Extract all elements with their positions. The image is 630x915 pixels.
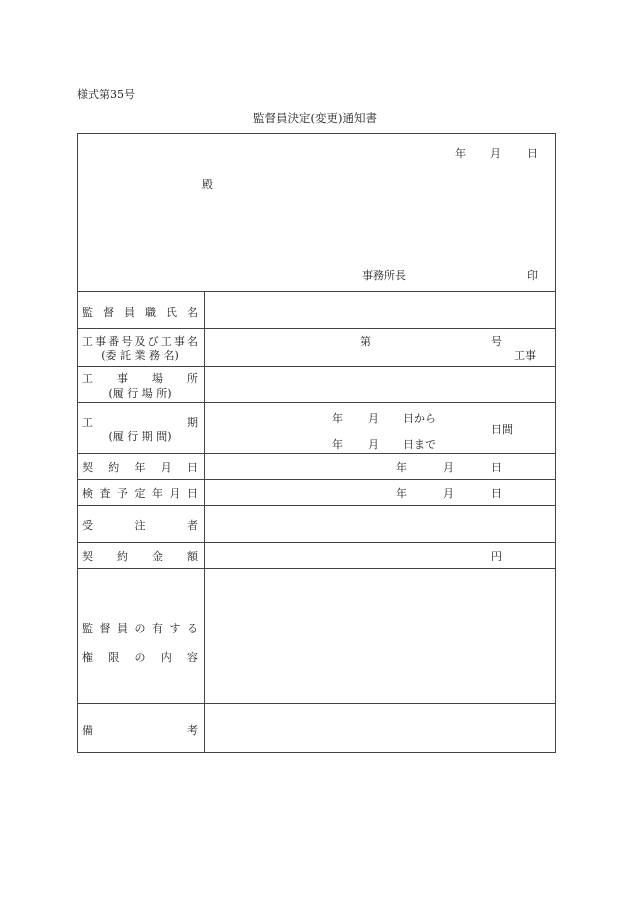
label-project: 工 事 番 号 及 び 工 事 名 [82, 335, 198, 348]
contract-month: 月 [443, 461, 454, 474]
label-supervisor: 監 督 員 職 氏 名 [82, 306, 198, 319]
period-to-month: 月 [368, 438, 379, 451]
inspection-year: 年 [396, 487, 407, 500]
contract-year: 年 [396, 461, 407, 474]
label-contract-amount: 契 約 金 額 [82, 550, 198, 563]
label-inspection-date: 検 査 予 定 年 月 日 [82, 487, 198, 500]
project-koji: 工事 [514, 349, 536, 362]
period-days: 日間 [491, 423, 513, 436]
label-authority-line1: 監 督 員 の 有 す る [82, 622, 198, 635]
row-divider [77, 568, 556, 569]
addressee-suffix: 殿 [202, 178, 213, 191]
row-divider [77, 542, 556, 543]
sublabel-period: (履 行 期 間) [108, 430, 172, 443]
header-year: 年 [455, 147, 466, 160]
row-divider [77, 479, 556, 480]
header-month: 月 [490, 147, 501, 160]
inspection-day: 日 [491, 487, 502, 500]
sublabel-location: (履 行 場 所) [108, 387, 172, 400]
row-divider [77, 703, 556, 704]
row-divider [77, 291, 556, 292]
period-from-year: 年 [332, 412, 343, 425]
sublabel-project: (委 託 業 務 名) [101, 349, 179, 362]
label-authority-line2: 権 限 の 内 容 [82, 651, 198, 664]
row-divider [77, 453, 556, 454]
seal-mark: 印 [527, 269, 538, 282]
document-title: 監督員決定(変更)通知書 [253, 111, 377, 125]
label-remarks: 備 考 [82, 724, 198, 737]
label-location: 工 事 場 所 [82, 372, 198, 385]
period-to-year: 年 [332, 438, 343, 451]
period-from-month: 月 [368, 412, 379, 425]
label-contract-date: 契 約 年 月 日 [82, 461, 198, 474]
label-period: 工 期 [82, 416, 198, 429]
inspection-month: 月 [443, 487, 454, 500]
row-divider [77, 328, 556, 329]
period-from: 日から [403, 412, 436, 425]
row-divider [77, 505, 556, 506]
project-dai: 第 [360, 335, 371, 348]
header-day: 日 [527, 147, 538, 160]
period-until: 日まで [403, 438, 436, 451]
project-go: 号 [491, 335, 502, 348]
form-number: 様式第35号 [77, 88, 135, 101]
label-contractor: 受 注 者 [82, 519, 198, 532]
row-divider [77, 402, 556, 403]
office-head: 事務所長 [362, 269, 406, 282]
column-divider [204, 291, 205, 753]
row-divider [77, 366, 556, 367]
contract-day: 日 [491, 461, 502, 474]
amount-yen: 円 [491, 550, 502, 563]
